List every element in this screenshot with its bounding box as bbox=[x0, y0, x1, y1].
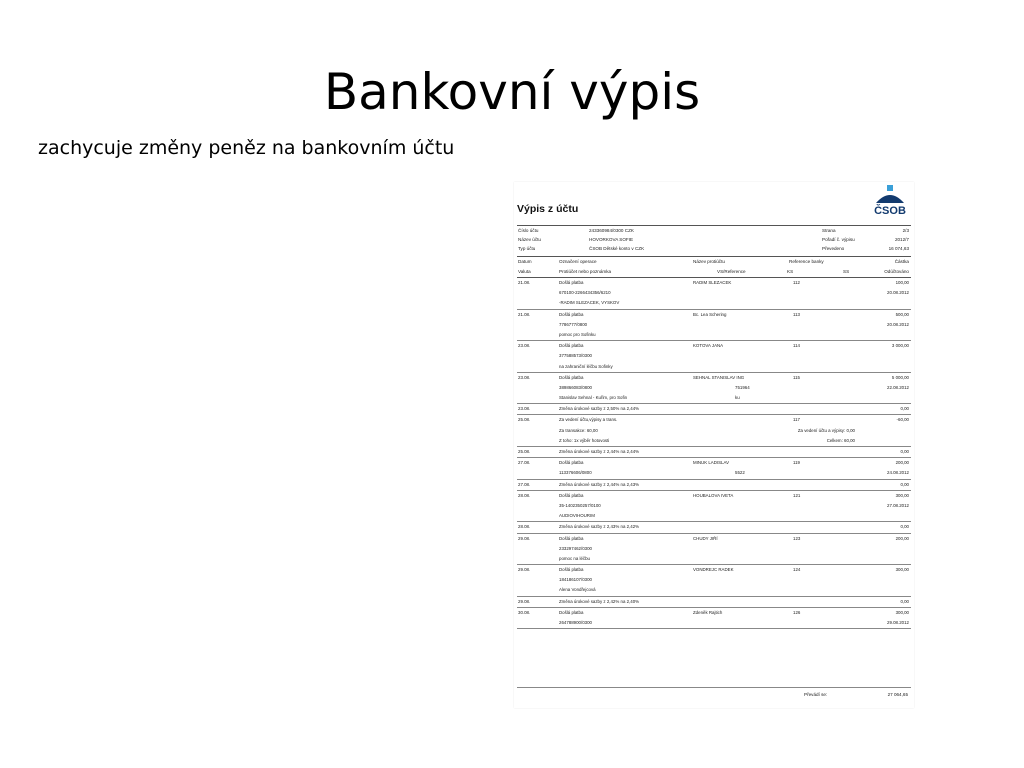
meta-label: Typ účtu bbox=[518, 246, 536, 251]
transaction-amount: 29.08.2012 bbox=[887, 620, 909, 625]
transaction-line bbox=[517, 544, 911, 554]
transaction-date: 29.08. bbox=[518, 567, 531, 573]
csob-logo-mark-icon bbox=[868, 185, 912, 205]
transaction-description: 113376606/0800 bbox=[559, 470, 592, 476]
transaction-line bbox=[517, 597, 911, 607]
transaction-description: 7786777/0800 bbox=[559, 321, 588, 327]
transaction-line bbox=[517, 522, 911, 532]
slide-subtitle: zachycuje změny peněz na bankovním účtu bbox=[38, 137, 455, 159]
transaction-row bbox=[517, 565, 911, 597]
transaction-row bbox=[517, 491, 911, 523]
transaction-description: 264788900/0300 bbox=[559, 620, 592, 625]
transaction-description: 389866083/0800 bbox=[559, 384, 592, 390]
transaction-description: Došlá platba bbox=[559, 492, 584, 498]
bank-reference: 113 bbox=[793, 311, 800, 317]
transaction-line bbox=[517, 458, 911, 468]
transaction-line bbox=[517, 491, 911, 501]
transaction-line bbox=[517, 575, 911, 585]
transaction-description: pomoc pro Sofinku bbox=[559, 331, 596, 337]
header-cell: Reference banky bbox=[789, 259, 824, 264]
transaction-amount: 0,00 bbox=[900, 406, 909, 412]
transaction-description: 184186107/0300 bbox=[559, 577, 592, 583]
bank-reference: 119 bbox=[793, 460, 800, 466]
transaction-line bbox=[517, 585, 911, 595]
transaction-amount: 300,00 bbox=[895, 492, 909, 498]
header-cell: Datum bbox=[518, 259, 532, 264]
transaction-amount: 0,00 bbox=[900, 598, 909, 604]
transaction-amount: 3 000,00 bbox=[891, 343, 909, 349]
transaction-description: Došlá platba bbox=[559, 535, 584, 541]
meta-right-value: 2/3 bbox=[902, 228, 909, 233]
meta-value: ČSOB Dětské konto v CZK bbox=[589, 246, 645, 251]
footer-divider bbox=[517, 687, 911, 688]
transaction-description: Z toho: 1x výběr hotovosti bbox=[559, 437, 610, 443]
bank-reference: 123 bbox=[793, 535, 801, 541]
meta-row bbox=[517, 235, 911, 244]
transaction-line bbox=[517, 480, 911, 490]
transaction-description: Stanislav Sehnal - Kuřim, pro Sofin bbox=[559, 395, 628, 401]
counterparty-name: MINUK LADISLAV bbox=[693, 460, 730, 466]
transaction-row bbox=[517, 373, 911, 405]
transaction-date: 25.08. bbox=[518, 417, 531, 423]
transaction-description: pomoc na léčbu bbox=[559, 555, 590, 561]
meta-value: HOVORKOVA SOFIE bbox=[589, 237, 634, 242]
bank-reference: 121 bbox=[793, 492, 801, 498]
header-row-2 bbox=[517, 267, 911, 277]
variable-symbol: 751964 bbox=[735, 384, 750, 390]
counterparty-name: HOUBALOVA IVETA bbox=[693, 492, 734, 498]
transaction-description: Došlá platba bbox=[559, 567, 584, 573]
transaction-line bbox=[517, 511, 911, 521]
transaction-date: 29.08. bbox=[518, 535, 531, 541]
meta-row bbox=[517, 244, 911, 253]
transaction-amount: 20.08.2012 bbox=[887, 290, 909, 296]
transaction-note: Celkem: 60,00 bbox=[826, 437, 855, 443]
transaction-date: 21.08. bbox=[518, 311, 531, 317]
transaction-description: Za transakce: 60,00 bbox=[559, 427, 598, 433]
transaction-description: Došlá platba bbox=[559, 374, 584, 380]
transaction-amount: 100,00 bbox=[895, 280, 909, 285]
transaction-amount: 27.08.2012 bbox=[887, 502, 909, 508]
transaction-date: 27.08. bbox=[518, 460, 531, 466]
counterparty-name: VONDREJC RADEK bbox=[693, 567, 734, 573]
header-cell: Valuta bbox=[518, 269, 531, 274]
transaction-line bbox=[517, 447, 911, 457]
bank-reference: 114 bbox=[793, 343, 800, 349]
transaction-amount: 300,00 bbox=[895, 609, 909, 615]
header-cell: Označení operace bbox=[559, 259, 597, 264]
transaction-amount: 24.08.2012 bbox=[887, 470, 909, 476]
transaction-row bbox=[517, 534, 911, 566]
transaction-description: Došlá platba bbox=[559, 609, 584, 615]
transaction-description: AUDIOVIHOURIM bbox=[559, 513, 595, 519]
transaction-row bbox=[517, 608, 911, 629]
meta-label: Číslo účtu bbox=[518, 228, 539, 233]
meta-right-value: 16 074,63 bbox=[888, 246, 909, 251]
csob-logo bbox=[868, 185, 912, 217]
transaction-row bbox=[517, 522, 911, 533]
meta-right-value: 2012/7 bbox=[894, 237, 909, 242]
bank-statement-image bbox=[514, 182, 914, 708]
statement-column-headers bbox=[517, 256, 911, 278]
transaction-description: Změna úrokové sazby z 2,44% na 2,44% bbox=[559, 449, 640, 454]
transaction-amount: 20.08.2012 bbox=[887, 321, 909, 327]
transaction-description: 670100-2266434356/6210 bbox=[559, 290, 611, 296]
meta-value: 243360984/0300 CZK bbox=[589, 228, 634, 233]
transaction-line bbox=[517, 468, 911, 478]
meta-label: Název účtu bbox=[518, 237, 541, 242]
transaction-date: 23.08. bbox=[518, 374, 531, 380]
statement-meta bbox=[517, 225, 911, 253]
header-cell: KS bbox=[787, 269, 794, 274]
transaction-line bbox=[517, 351, 911, 361]
transaction-note: Za vedení účtu a výpisy: 0,00 bbox=[797, 427, 855, 433]
transaction-line bbox=[517, 404, 911, 414]
transaction-amount: 0,00 bbox=[900, 524, 909, 530]
transaction-line bbox=[517, 320, 911, 330]
transaction-description: 233297462/0300 bbox=[559, 545, 592, 551]
transaction-description: Došlá platba bbox=[559, 311, 584, 317]
counterparty-name: RADIM SLEZACEK bbox=[693, 280, 732, 285]
transaction-description: Došlá platba bbox=[559, 460, 584, 466]
transaction-description: Došlá platba bbox=[559, 343, 584, 349]
meta-right-label: Strana bbox=[822, 228, 836, 233]
counterparty-name: Bc. Lea Schering bbox=[693, 311, 727, 317]
transaction-line bbox=[517, 383, 911, 393]
transaction-amount: 200,00 bbox=[895, 460, 909, 466]
transaction-date: 28.08. bbox=[518, 524, 531, 530]
header-cell: Protiúčet nebo poznámka bbox=[559, 269, 612, 274]
meta-right-label: Pořadí č. výpisu bbox=[822, 237, 855, 242]
slide-title: Bankovní výpis bbox=[323, 63, 701, 121]
bank-reference: 112 bbox=[793, 280, 800, 285]
transaction-row bbox=[517, 404, 911, 415]
transaction-description: Za vedení účtu,výpisy a trans. bbox=[559, 417, 618, 423]
transaction-row bbox=[517, 447, 911, 458]
transaction-amount: 5 000,00 bbox=[891, 374, 909, 380]
transaction-date: 23.08. bbox=[518, 406, 531, 412]
transaction-amount: 0,00 bbox=[900, 481, 909, 487]
transaction-description: -RADIM SLEZACEK, VYSKOV bbox=[559, 300, 620, 306]
header-cell: Název protiúčtu bbox=[693, 259, 725, 264]
transaction-row bbox=[517, 458, 911, 479]
transaction-description: Změna úrokové sazby z 2,50% na 2,44% bbox=[559, 406, 640, 412]
transaction-amount: 300,00 bbox=[895, 567, 909, 573]
transaction-line bbox=[517, 608, 911, 618]
header-cell: Odúčtováno bbox=[884, 269, 909, 274]
transaction-row bbox=[517, 278, 911, 310]
variable-symbol: ku bbox=[735, 395, 740, 401]
transaction-amount: 22.08.2012 bbox=[887, 384, 909, 390]
counterparty-name: KOTOVA JANA bbox=[693, 343, 724, 349]
transaction-line bbox=[517, 373, 911, 383]
transaction-description: Změna úrokové sazby z 2,44% na 2,43% bbox=[559, 481, 640, 487]
transaction-line bbox=[517, 362, 911, 372]
transaction-description: na zahraniční léčbu Sofinky bbox=[559, 363, 613, 369]
transaction-row bbox=[517, 597, 911, 608]
transaction-row bbox=[517, 310, 911, 342]
transaction-amount: 500,00 bbox=[895, 311, 909, 317]
transaction-row bbox=[517, 415, 911, 447]
transaction-description: Změna úrokové sazby z 2,42% na 2,40% bbox=[559, 598, 640, 604]
transaction-amount: 0,00 bbox=[900, 449, 909, 454]
transaction-date: 29.08. bbox=[518, 598, 531, 604]
meta-row bbox=[517, 226, 911, 235]
meta-right-label: Převedeno bbox=[822, 246, 845, 251]
transaction-description: 377588573/0300 bbox=[559, 353, 592, 359]
transaction-description: 35-1402350257/0100 bbox=[559, 502, 601, 508]
statement-title: Výpis z účtu bbox=[517, 203, 579, 215]
transaction-list bbox=[517, 278, 911, 629]
transaction-date: 28.08. bbox=[518, 492, 531, 498]
counterparty-name: SEHNAL STANISLAV ING bbox=[693, 374, 745, 380]
header-cell: Částka bbox=[894, 259, 909, 264]
counterparty-name: Zdeněk Rajtich bbox=[693, 609, 723, 615]
bank-reference: 126 bbox=[793, 609, 801, 615]
bank-reference: 117 bbox=[793, 417, 800, 423]
transaction-line bbox=[517, 534, 911, 544]
transaction-line bbox=[517, 554, 911, 564]
transaction-date: 21.08. bbox=[518, 280, 531, 285]
footer-value: 27 064,65 bbox=[887, 692, 908, 697]
transaction-line bbox=[517, 436, 911, 446]
transaction-amount: -60,00 bbox=[896, 417, 909, 423]
footer-label: Převádí se: bbox=[804, 692, 828, 697]
bank-reference: 124 bbox=[793, 567, 801, 573]
transaction-line bbox=[517, 288, 911, 298]
header-cell: SS bbox=[843, 269, 850, 274]
transaction-line bbox=[517, 426, 911, 436]
transaction-date: 30.08. bbox=[518, 609, 531, 615]
transaction-line bbox=[517, 565, 911, 575]
counterparty-name: CHUDY JIŘÍ bbox=[693, 535, 718, 541]
transaction-line bbox=[517, 330, 911, 340]
transaction-row bbox=[517, 341, 911, 373]
transaction-description: Alena Vondřejcová bbox=[559, 587, 596, 593]
transaction-line bbox=[517, 278, 911, 288]
transaction-row bbox=[517, 480, 911, 491]
transaction-date: 25.08. bbox=[518, 449, 531, 454]
variable-symbol: 5522 bbox=[735, 470, 745, 476]
header-row-1 bbox=[517, 257, 911, 267]
transaction-line bbox=[517, 415, 911, 425]
transaction-line bbox=[517, 501, 911, 511]
transaction-description: Došlá platba bbox=[559, 280, 584, 285]
transaction-date: 23.08. bbox=[518, 343, 531, 349]
transaction-date: 27.08. bbox=[518, 481, 531, 487]
transaction-line bbox=[517, 393, 911, 403]
transaction-line bbox=[517, 618, 911, 628]
csob-logo-text: ČSOB bbox=[874, 205, 906, 217]
transaction-line bbox=[517, 310, 911, 320]
transaction-amount: 200,00 bbox=[895, 535, 909, 541]
bank-reference: 115 bbox=[793, 374, 800, 380]
transaction-line bbox=[517, 341, 911, 351]
transaction-description: Změna úrokové sazby z 2,43% na 2,42% bbox=[559, 524, 640, 530]
header-cell: VS/Reference bbox=[717, 269, 746, 274]
transaction-line bbox=[517, 298, 911, 308]
